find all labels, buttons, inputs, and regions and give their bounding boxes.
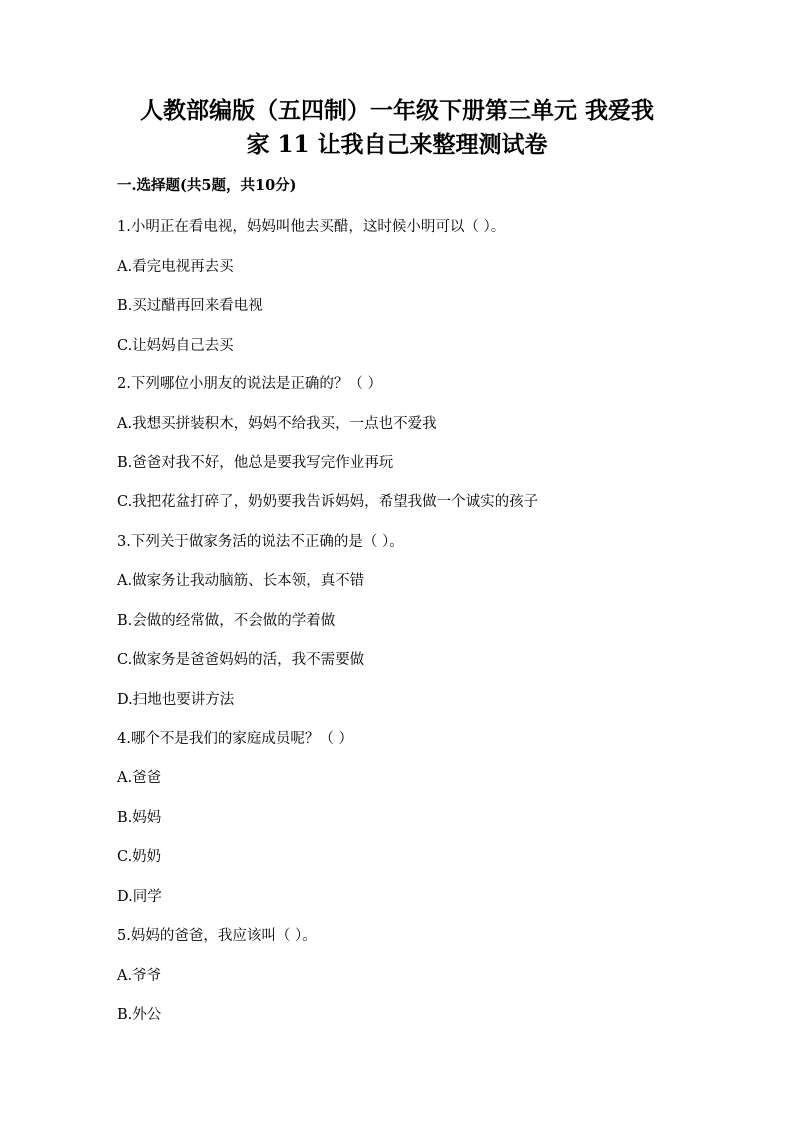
- question-3-option-b: B.会做的经常做，不会做的学着做: [117, 613, 336, 629]
- question-3-option-d: D.扫地也要讲方法: [117, 692, 235, 708]
- question-1-option-b: B.买过醋再回来看电视: [117, 298, 263, 314]
- question-2-stem: 2.下列哪位小朋友的说法是正确的？（ ）: [117, 376, 382, 392]
- question-5-stem: 5.妈妈的爸爸，我应该叫（ ）。: [117, 928, 317, 944]
- question-1-stem: 1.小明正在看电视，妈妈叫他去买醋，这时候小明可以（ ）。: [117, 219, 506, 235]
- exam-title-line-2: 家 11 让我自己来整理测试卷: [246, 131, 548, 158]
- question-3-stem: 3.下列关于做家务活的说法不正确的是（ ）。: [117, 534, 404, 550]
- question-3-option-c: C.做家务是爸爸妈妈的活，我不需要做: [117, 652, 365, 668]
- question-2-option-a: A.我想买拼装积木，妈妈不给我买，一点也不爱我: [117, 416, 437, 432]
- question-5-option-a: A.爷爷: [117, 968, 162, 984]
- question-3-option-a: A.做家务让我动脑筋、长本领，真不错: [117, 573, 365, 589]
- question-5-option-b: B.外公: [117, 1007, 162, 1023]
- question-4-option-b: B.妈妈: [117, 810, 162, 826]
- question-4-stem: 4.哪个不是我们的家庭成员呢？（ ）: [117, 731, 353, 747]
- question-1-option-c: C.让妈妈自己去买: [117, 338, 234, 354]
- question-4-option-d: D.同学: [117, 889, 162, 905]
- question-2-option-b: B.爸爸对我不好，他总是要我写完作业再玩: [117, 455, 394, 471]
- exam-title-line-1: 人教部编版（五四制）一年级下册第三单元 我爱我: [139, 97, 654, 124]
- section-heading: 一.选择题(共5题，共10分): [117, 177, 297, 194]
- question-2-option-c: C.我把花盆打碎了，奶奶要我告诉妈妈，希望我做一个诚实的孩子: [117, 494, 539, 510]
- question-4-option-a: A.爸爸: [117, 770, 162, 786]
- question-4-option-c: C.奶奶: [117, 849, 162, 865]
- question-1-option-a: A.看完电视再去买: [117, 259, 234, 275]
